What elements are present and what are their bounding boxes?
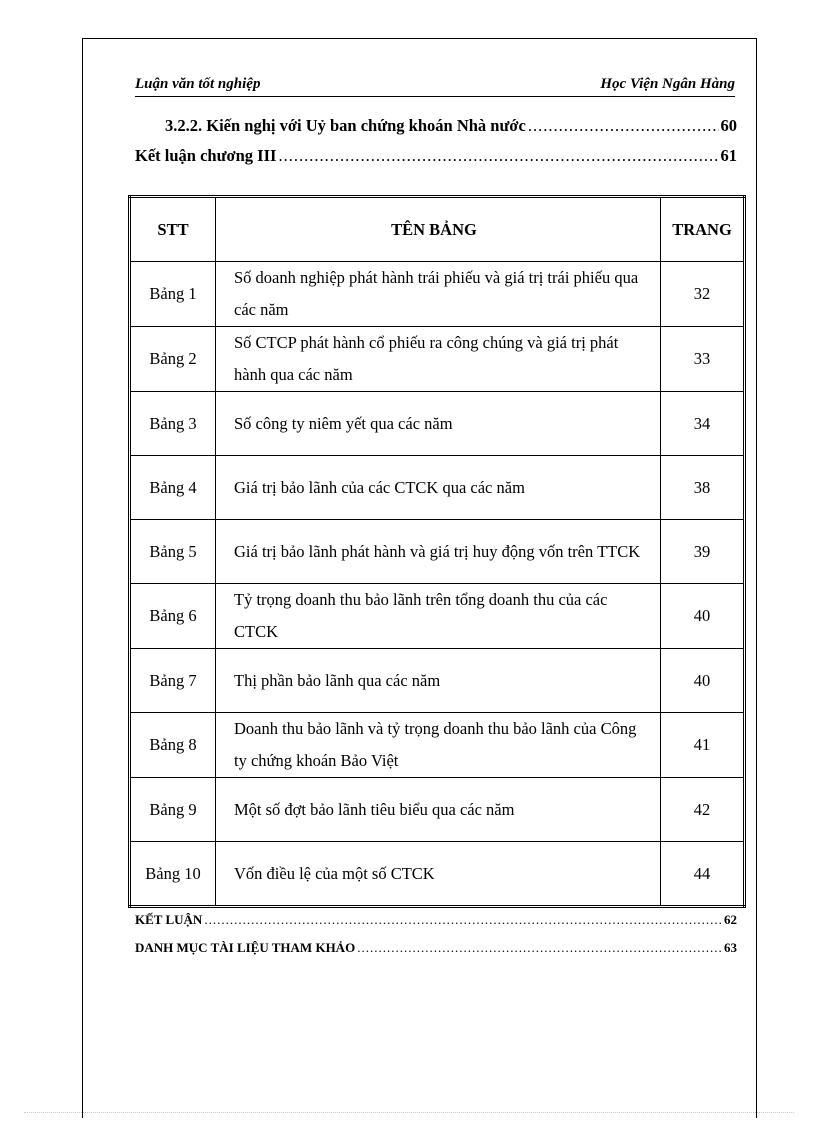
- table-row: [130, 584, 745, 649]
- table-row: [130, 649, 745, 713]
- table-row: [130, 327, 745, 392]
- table-header-row: [130, 197, 745, 262]
- toc-entry-page: 62: [724, 912, 737, 927]
- footer-rule: [24, 1112, 794, 1113]
- toc-leader: [357, 940, 722, 956]
- cell-trang: 38: [661, 456, 745, 520]
- cell-stt: Bảng 4: [130, 456, 216, 520]
- toc-entry-tai-lieu-tham-khao[interactable]: [135, 940, 737, 956]
- cell-trang: 41: [661, 713, 745, 778]
- cell-trang: 40: [661, 584, 745, 649]
- header-left: Luận văn tốt nghiệp: [135, 76, 261, 92]
- page-header: [135, 74, 735, 97]
- cell-stt: Bảng 10: [130, 842, 216, 907]
- cell-stt: Bảng 8: [130, 713, 216, 778]
- cell-trang: 33: [661, 327, 745, 392]
- list-of-tables: [128, 195, 746, 908]
- column-header-trang: TRANG: [661, 197, 745, 262]
- cell-ten-bang: Tỷ trọng doanh thu bảo lãnh trên tổng doanh thu của các CTCK: [216, 584, 661, 649]
- cell-ten-bang: Doanh thu bảo lãnh và tỷ trọng doanh thu bảo lãnh của Công ty chứng khoán Bảo Việt: [216, 713, 661, 778]
- toc-leader: [528, 116, 719, 136]
- table-row: [130, 456, 745, 520]
- toc-entry-ket-luan[interactable]: [135, 912, 737, 928]
- cell-ten-bang: Vốn điều lệ của một số CTCK: [216, 842, 661, 907]
- toc-entry-label: KẾT LUẬN: [135, 912, 203, 927]
- column-header-stt: STT: [130, 197, 216, 262]
- toc-leader: [204, 912, 722, 928]
- cell-stt: Bảng 7: [130, 649, 216, 713]
- table-row: [130, 778, 745, 842]
- cell-trang: 40: [661, 649, 745, 713]
- cell-stt: Bảng 2: [130, 327, 216, 392]
- cell-ten-bang: Số doanh nghiệp phát hành trái phiếu và giá trị trái phiếu qua các năm: [216, 262, 661, 327]
- table-row: [130, 713, 745, 778]
- table-row: [130, 392, 745, 456]
- cell-ten-bang: Số công ty niêm yết qua các năm: [216, 392, 661, 456]
- table-row: [130, 262, 745, 327]
- cell-ten-bang: Một số đợt bảo lãnh tiêu biểu qua các năm: [216, 778, 661, 842]
- cell-trang: 42: [661, 778, 745, 842]
- toc-entry-label: DANH MỤC TÀI LIỆU THAM KHẢO: [135, 940, 356, 955]
- toc-entry-label: Kết luận chương III: [135, 146, 277, 165]
- cell-trang: 32: [661, 262, 745, 327]
- table-row: [130, 520, 745, 584]
- toc-entry-3-2-2[interactable]: [165, 116, 737, 136]
- cell-ten-bang: Giá trị bảo lãnh phát hành và giá trị huy động vốn trên TTCK: [216, 520, 661, 584]
- cell-ten-bang: Giá trị bảo lãnh của các CTCK qua các năm: [216, 456, 661, 520]
- toc-entry-label: 3.2.2. Kiến nghị với Uỷ ban chứng khoán Nhà nước: [165, 116, 526, 135]
- cell-stt: Bảng 9: [130, 778, 216, 842]
- cell-stt: Bảng 6: [130, 584, 216, 649]
- header-right: Học Viện Ngân Hàng: [600, 76, 735, 92]
- cell-trang: 39: [661, 520, 745, 584]
- cell-stt: Bảng 3: [130, 392, 216, 456]
- cell-trang: 44: [661, 842, 745, 907]
- cell-stt: Bảng 5: [130, 520, 216, 584]
- toc-entry-page: 63: [724, 940, 737, 955]
- toc-entry-ket-luan-chuong-3[interactable]: [135, 146, 737, 166]
- column-header-ten-bang: TÊN BẢNG: [216, 197, 661, 262]
- toc-entry-page: 60: [720, 116, 737, 135]
- cell-ten-bang: Số CTCP phát hành cổ phiếu ra công chúng và giá trị phát hành qua các năm: [216, 327, 661, 392]
- table-row: [130, 842, 745, 907]
- cell-trang: 34: [661, 392, 745, 456]
- cell-ten-bang: Thị phần bảo lãnh qua các năm: [216, 649, 661, 713]
- cell-stt: Bảng 1: [130, 262, 216, 327]
- toc-entry-page: 61: [720, 146, 737, 165]
- toc-leader: [278, 146, 718, 166]
